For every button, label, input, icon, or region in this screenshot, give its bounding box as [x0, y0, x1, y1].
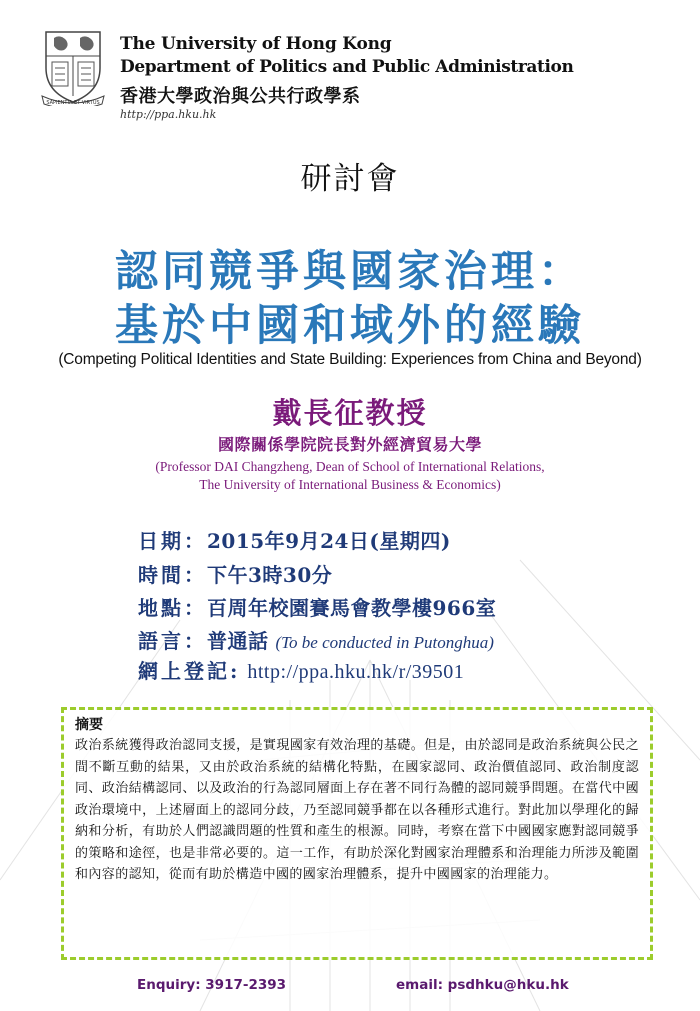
language-value: 普通話	[207, 629, 269, 653]
time-value: 下午3時30分	[207, 563, 333, 587]
event-registration-row	[138, 655, 464, 684]
university-name-en: The University of Hong Kong	[120, 34, 392, 54]
abstract-body: 政治系統獲得政治認同支援，是實現國家有效治理的基礎。但是，由於認同是政治系統與公民之間不斷互動的結果，又由於政治系統的結構化特點，在國家認同、政治價值認同、政治制度認同、政治結構認同、以及政治的行為認同層面上存在著不同行為體的認同競爭問題。在當代中國政治環境中，上述層面上的認同分歧，乃至認同競爭都在以各種形式進行。對此加以學理化的歸納和分析，有助於人們認識問題的性質和產生的根源。同時，考察在當下中國國家應對認同競爭的策略和途徑，也是非常必要的。這一工作，有助於深化對國家治理體系和治理能力所涉及範圍和內容的認知，從而有助於構造中國的國家治理體系，提升中國國家的治理能力。	[75, 738, 639, 882]
registration-label: 網上登記:	[138, 659, 241, 683]
event-language-row	[138, 625, 494, 654]
language-label: 語言：	[138, 629, 207, 653]
language-note: (To be conducted in Putonghua)	[275, 633, 494, 652]
seminar-title-line2: 基於中國和域外的經驗	[115, 301, 585, 351]
time-label: 時間：	[138, 563, 207, 587]
enquiry-phone: Enquiry: 3917-2393	[137, 977, 287, 993]
event-type-heading: 研討會	[300, 161, 400, 197]
speaker-affiliation-zh: 國際關係學院院長對外經濟貿易大學	[217, 435, 482, 454]
department-name-zh: 香港大學政治與公共行政學系	[120, 86, 361, 107]
speaker-name: 戴長征教授	[272, 396, 428, 430]
event-date-row	[138, 525, 451, 554]
department-name-en: Department of Politics and Public Administration	[120, 57, 574, 77]
venue-label: 地點：	[138, 596, 207, 620]
hku-crest-logo	[40, 22, 106, 106]
speaker-affiliation-en-line2: The University of International Business & Economics)	[199, 477, 501, 492]
abstract-box	[61, 707, 653, 960]
date-label: 日期：	[138, 529, 207, 553]
department-url: http://ppa.hku.hk	[120, 108, 217, 121]
abstract-heading: 摘要	[75, 717, 103, 733]
registration-link[interactable]: http://ppa.hku.hk/r/39501	[247, 661, 465, 683]
venue-value: 百周年校園賽馬會教學樓966室	[207, 596, 497, 620]
seminar-title-english: (Competing Political Identities and State Building: Experiences from China and Beyond)	[58, 351, 642, 368]
event-venue-row	[138, 592, 496, 621]
crest-motto: SAPIENTIA ET VIRTUS	[46, 100, 100, 106]
date-value: 2015年9月24日(星期四)	[207, 529, 451, 553]
contact-email[interactable]: email: psdhku@hku.hk	[396, 977, 569, 993]
event-time-row	[138, 559, 332, 588]
speaker-affiliation-en-line1: (Professor DAI Changzheng, Dean of School of International Relations,	[155, 459, 545, 474]
seminar-title-line1: 認同競爭與國家治理：	[115, 247, 585, 297]
